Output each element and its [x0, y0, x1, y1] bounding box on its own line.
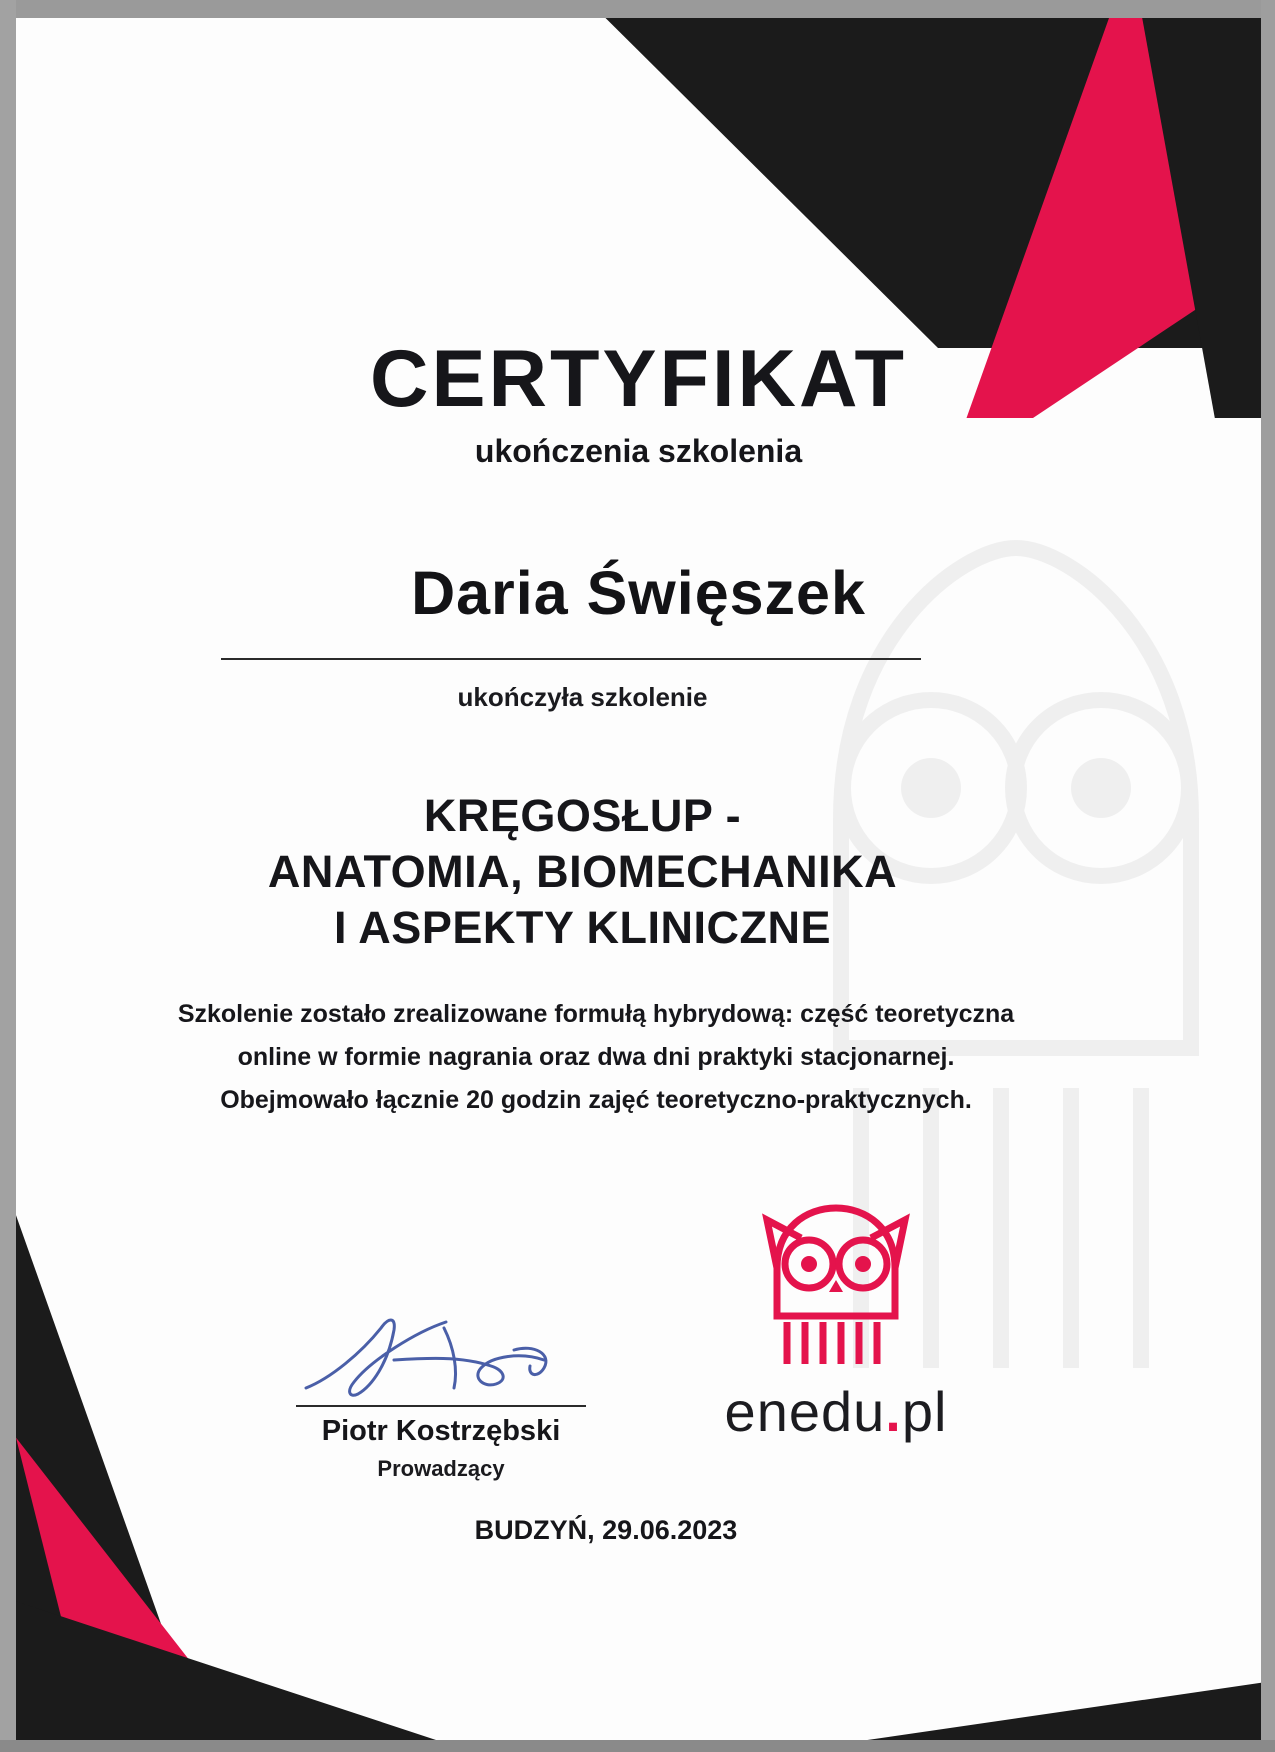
- signature-block: [246, 1308, 636, 1482]
- place-and-date: BUDZYŃ, 29.06.2023: [474, 1515, 738, 1545]
- course-title-line-1: KRĘGOSŁUP -: [423, 790, 742, 841]
- scan-edge-bottom: [0, 1740, 1275, 1752]
- owl-icon: [761, 1198, 911, 1373]
- course-description-line-3: Obejmowało łącznie 20 godzin zajęć teoretyczno-praktycznych.: [220, 1086, 972, 1114]
- certificate-sheet: [16, 18, 1261, 1740]
- course-title: [16, 788, 1149, 956]
- course-description-line-1: Szkolenie zostało zrealizowane formułą hybrydową: część teoretyczna: [177, 1000, 1015, 1028]
- course-description-line-2: online w formie nagrania oraz dwa dni praktyki stacjonarnej.: [237, 1043, 955, 1071]
- course-title-line-2: ANATOMIA, BIOMECHANIKA: [267, 846, 898, 897]
- signature-icon: [276, 1308, 606, 1403]
- scan-edge-top: [0, 0, 1275, 18]
- page-subtitle: ukończenia szkolenia: [474, 433, 803, 469]
- decoration-bottom-right-black: [781, 1630, 1261, 1740]
- signature-divider: [296, 1405, 586, 1407]
- scan-edge-left: [0, 0, 16, 1752]
- brand-wordmark-right: pl: [901, 1380, 948, 1443]
- course-description: [76, 993, 1116, 1122]
- signature-name: Piotr Kostrzębski: [321, 1415, 561, 1447]
- recipient-divider: [221, 658, 921, 660]
- brand-logo: [636, 1198, 1036, 1444]
- completion-statement: ukończyła szkolenie: [457, 682, 708, 712]
- signature-role: Prowadzący: [377, 1456, 505, 1481]
- page-title: CERTYFIKAT: [370, 334, 907, 424]
- recipient-name: Daria Święszek: [411, 559, 866, 627]
- scan-edge-right: [1261, 0, 1275, 1752]
- brand-wordmark-left: enedu: [724, 1380, 886, 1443]
- brand-wordmark-dot: .: [885, 1380, 902, 1443]
- brand-wordmark: [636, 1379, 1036, 1444]
- course-title-line-3: I ASPEKTY KLINICZNE: [333, 902, 832, 953]
